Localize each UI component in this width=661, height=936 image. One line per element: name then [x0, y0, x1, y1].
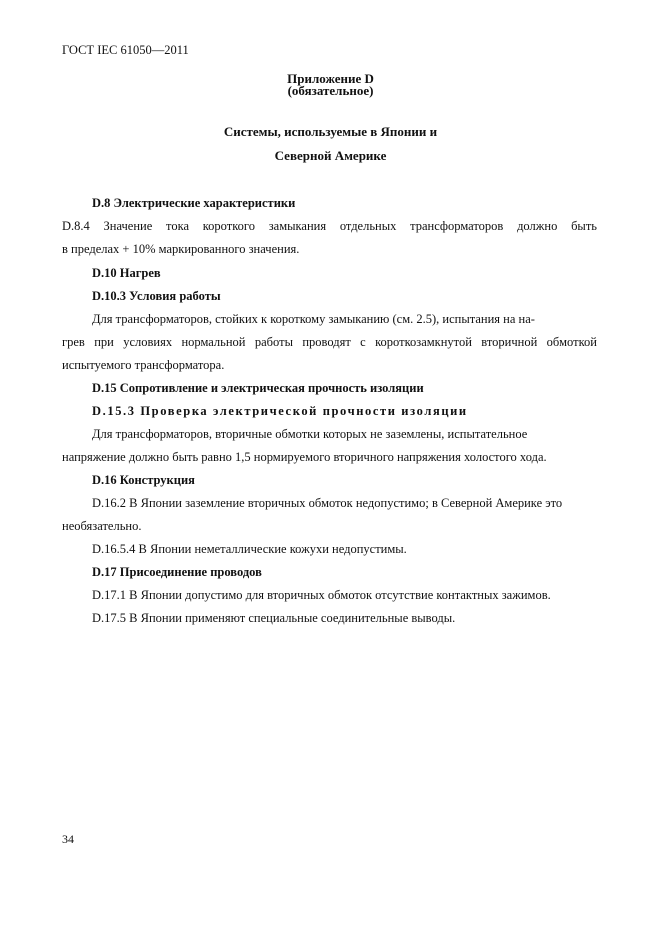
section-title-line-2: Северной Америке — [274, 148, 387, 163]
heading-d17: D.17 Присоединение проводов — [92, 565, 262, 579]
paragraph-d103-line-3: испытуемого трансформатора. — [62, 358, 225, 372]
paragraph-d84-line-1: D.8.4 Значение тока короткого замыкания отдельных трансформаторов должно быть — [62, 219, 597, 233]
appendix-status: (обязательное) — [287, 83, 374, 98]
paragraph-d103-line-1: Для трансформаторов, стойких к короткому замыканию (см. 2.5), испытания на на- — [92, 312, 535, 326]
paragraph-d171: D.17.1 В Японии допустимо для вторичных обмоток отсутствие контактных зажимов. — [92, 588, 551, 602]
paragraph-d162-line-2: необязательно. — [62, 519, 142, 533]
paragraph-d162-line-1: D.16.2 В Японии заземление вторичных обмоток недопустимо; в Северной Америке это — [92, 496, 563, 510]
heading-d15: D.15 Сопротивление и электрическая прочность изоляции — [92, 381, 424, 395]
paragraph-d84-line-2: в пределах + 10% маркированного значения. — [62, 242, 300, 256]
section-title-line-1: Системы, используемые в Японии и — [223, 124, 438, 139]
heading-d8: D.8 Электрические характеристики — [92, 196, 296, 210]
heading-d153: D.15.3 Проверка электрической прочности изоляции — [92, 404, 468, 418]
paragraph-d153-line-1: Для трансформаторов, вторичные обмотки которых не заземлены, испытательное — [92, 427, 528, 441]
appendix-title: Приложение D — [287, 71, 374, 86]
paragraph-d153-line-2: напряжение должно быть равно 1,5 нормируемого вторичного напряжения холостого хода. — [62, 450, 547, 464]
paragraph-d103-line-2: грев при условиях нормальной работы проводят с короткозамкнутой вторичной обмоткой — [62, 335, 597, 349]
paragraph-d1654: D.16.5.4 В Японии неметаллические кожухи недопустимы. — [92, 542, 407, 556]
heading-d16: D.16 Конструкция — [92, 473, 195, 487]
document-code: ГОСТ IEC 61050—2011 — [62, 43, 189, 57]
heading-d10: D.10 Нагрев — [92, 266, 161, 280]
paragraph-d175: D.17.5 В Японии применяют специальные соединительные выводы. — [92, 611, 456, 625]
page-number: 34 — [62, 832, 74, 846]
heading-d103: D.10.3 Условия работы — [92, 289, 221, 303]
